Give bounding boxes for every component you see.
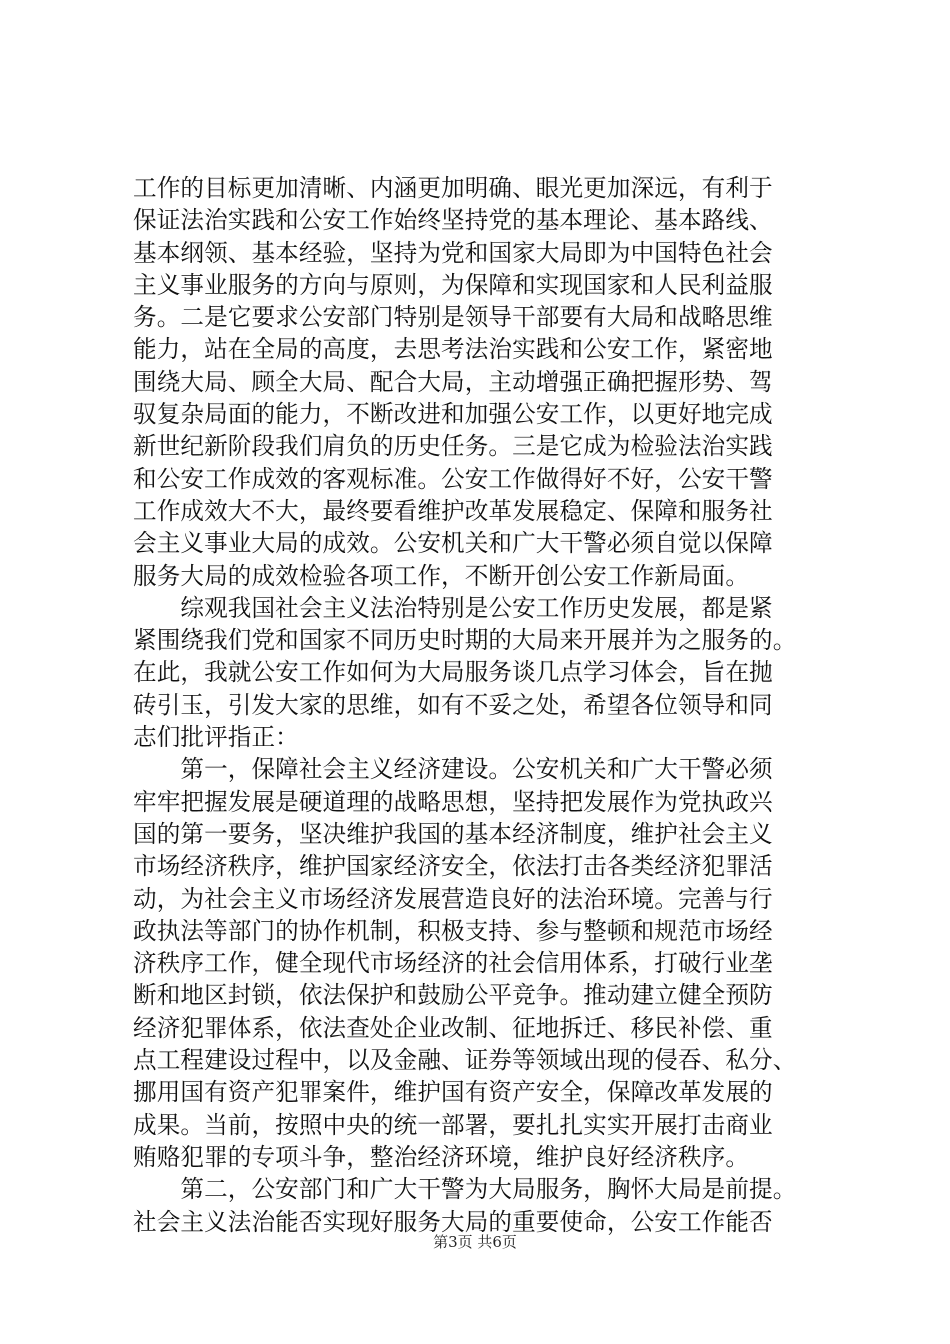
text-line: 济秩序工作，健全现代市场经济的社会信用体系，打破行业垄	[133, 949, 773, 978]
text-line: 会主义事业大局的成效。公安机关和广大干警必须自觉以保障	[133, 529, 773, 558]
text-line: 动，为社会主义市场经济发展营造良好的法治环境。完善与行	[133, 884, 773, 913]
text-line: 挪用国有资产犯罪案件，维护国有资产安全，保障改革发展的	[133, 1078, 773, 1107]
text-line: 综观我国社会主义法治特别是公安工作历史发展，都是紧	[133, 593, 773, 622]
text-line: 基本纲领、基本经验，坚持为党和国家大局即为中国特色社会	[133, 238, 773, 267]
text-line: 能力，站在全局的高度，去思考法治实践和公安工作，紧密地	[133, 335, 773, 364]
text-line: 第一，保障社会主义经济建设。公安机关和广大干警必须	[133, 755, 773, 784]
text-line: 务。二是它要求公安部门特别是领导干部要有大局和战略思维	[133, 303, 773, 332]
body-text	[133, 172, 833, 1238]
text-line: 第二，公安部门和广大干警为大局服务，胸怀大局是前提。	[133, 1175, 797, 1204]
text-line: 和公安工作成效的客观标准。公安工作做得好不好，公安干警	[133, 464, 773, 493]
text-line: 成果。当前，按照中央的统一部署，要扎扎实实开展打击商业	[133, 1110, 773, 1139]
text-line: 经济犯罪体系，依法查处企业改制、征地拆迁、移民补偿、重	[133, 1013, 773, 1042]
text-line: 新世纪新阶段我们肩负的历史任务。三是它成为检验法治实践	[133, 432, 773, 461]
text-line: 驭复杂局面的能力，不断改进和加强公安工作，以更好地完成	[133, 400, 773, 429]
page-footer: 第3页 共6页	[433, 1233, 517, 1251]
text-line: 工作成效大不大，最终要看维护改革发展稳定、保障和服务社	[133, 496, 773, 525]
text-line: 主义事业服务的方向与原则，为保障和实现国家和人民利益服	[133, 270, 773, 299]
text-line: 砖引玉，引发大家的思维，如有不妥之处，希望各位领导和同	[133, 690, 773, 719]
text-line: 志们批评指正：	[133, 723, 299, 752]
text-line: 围绕大局、顾全大局、配合大局，主动增强正确把握形势、驾	[133, 367, 773, 396]
text-line: 贿赂犯罪的专项斗争，整治经济环境，维护良好经济秩序。	[133, 1142, 750, 1171]
text-line: 国的第一要务，坚决维护我国的基本经济制度，维护社会主义	[133, 819, 773, 848]
text-line: 断和地区封锁，依法保护和鼓励公平竞争。推动建立健全预防	[133, 981, 773, 1010]
text-line: 市场经济秩序，维护国家经济安全，依法打击各类经济犯罪活	[133, 852, 773, 881]
text-line: 政执法等部门的协作机制，积极支持、参与整顿和规范市场经	[133, 916, 773, 945]
text-line: 社会主义法治能否实现好服务大局的重要使命，公安工作能否	[133, 1207, 773, 1236]
text-line: 紧围绕我们党和国家不同历史时期的大局来开展并为之服务的。	[133, 626, 797, 655]
text-line: 工作的目标更加清晰、内涵更加明确、眼光更加深远，有利于	[133, 174, 773, 202]
text-line: 牢牢把握发展是硬道理的战略思想，坚持把发展作为党执政兴	[133, 787, 773, 816]
text-line: 保证法治实践和公安工作始终坚持党的基本理论、基本路线、	[133, 206, 773, 235]
text-line: 服务大局的成效检验各项工作，不断开创公安工作新局面。	[133, 561, 750, 590]
text-line: 点工程建设过程中，以及金融、证券等领域出现的侵吞、私分、	[133, 1046, 797, 1075]
text-line: 在此，我就公安工作如何为大局服务谈几点学习体会，旨在抛	[133, 658, 773, 687]
